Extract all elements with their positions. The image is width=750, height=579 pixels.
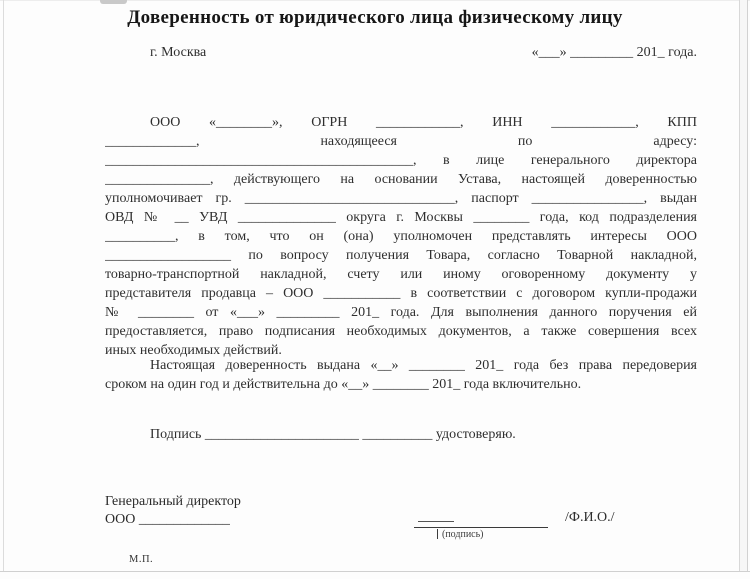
paragraph-line: ОВД № __ УВД ______________ округа г. Москвы ________ года, код подразделения bbox=[105, 210, 697, 225]
signature-rule-line bbox=[414, 527, 548, 528]
paragraph-line: __________________ по вопросу получения Товара, согласно Товарной накладной, bbox=[105, 248, 697, 263]
paragraph-line: Настоящая доверенность выдана «__» ________ 201_ года без права передоверия bbox=[150, 358, 697, 373]
page-left-edge bbox=[3, 0, 4, 572]
paragraph-line: иных необходимых действий. bbox=[105, 343, 282, 358]
page-right-outer-edge bbox=[747, 0, 748, 572]
paragraph-line: представителя продавца – ООО ___________ в соответствии с договором купли-продажи bbox=[105, 286, 697, 301]
signature-caption bbox=[437, 529, 484, 540]
fio-placeholder: /Ф.И.О./ bbox=[565, 510, 615, 525]
signer-company-blank: ООО _____________ bbox=[105, 512, 230, 527]
document-title: Доверенность от юридического лица физическому лицу bbox=[127, 7, 623, 28]
paragraph-line: № ________ от «___» _________ 201_ года. Для выполнения данного поручения ей bbox=[105, 305, 697, 320]
signature-caption-tick bbox=[437, 529, 438, 539]
paragraph-validity bbox=[105, 356, 697, 394]
paragraph-line: ООО «________», ОГРН ____________, ИНН ____________, КПП bbox=[150, 115, 697, 130]
paragraph-line: сроком на один год и действительна до «__» ________ 201_ года включительно. bbox=[105, 377, 582, 392]
page-right-track bbox=[740, 0, 747, 572]
date-blank: «___» _________ 201_ года. bbox=[531, 45, 697, 60]
paragraph-line: товарно-транспортной накладной, счету или иному оговоренному документу у bbox=[105, 267, 697, 282]
paragraph-line: уполномочивает гр. ______________________________, паспорт ________________, выдан bbox=[105, 191, 697, 206]
signature-caption-label: (подпись) bbox=[442, 529, 484, 540]
paragraph-line: предоставляется, право подписания необходимых документов, а также совершения всех bbox=[105, 324, 697, 339]
page-right-inner-edge bbox=[739, 0, 740, 572]
paragraph-line: __________, в том, что он (она) уполномочен представлять интересы ООО bbox=[105, 229, 697, 244]
paragraph-main bbox=[105, 113, 697, 360]
paragraph-line: _______________, действующего на основании Устава, настоящей доверенностью bbox=[105, 172, 697, 187]
seal-mark: М.П. bbox=[129, 554, 154, 565]
signer-block bbox=[105, 493, 241, 529]
signature-blank-line bbox=[418, 521, 454, 522]
paragraph-line: _____________, находящееся по адресу: bbox=[105, 134, 697, 149]
top-edge-artifact bbox=[100, 0, 127, 4]
city-label: г. Москва bbox=[150, 45, 207, 60]
city-date-row bbox=[105, 45, 697, 61]
paragraph-line: ____________________________________________, в лице генерального директора bbox=[105, 153, 697, 168]
signer-position: Генеральный директор bbox=[105, 494, 241, 509]
page-bottom-edge bbox=[0, 571, 750, 572]
attestation-line: Подпись ______________________ __________ удостоверяю. bbox=[150, 427, 516, 442]
